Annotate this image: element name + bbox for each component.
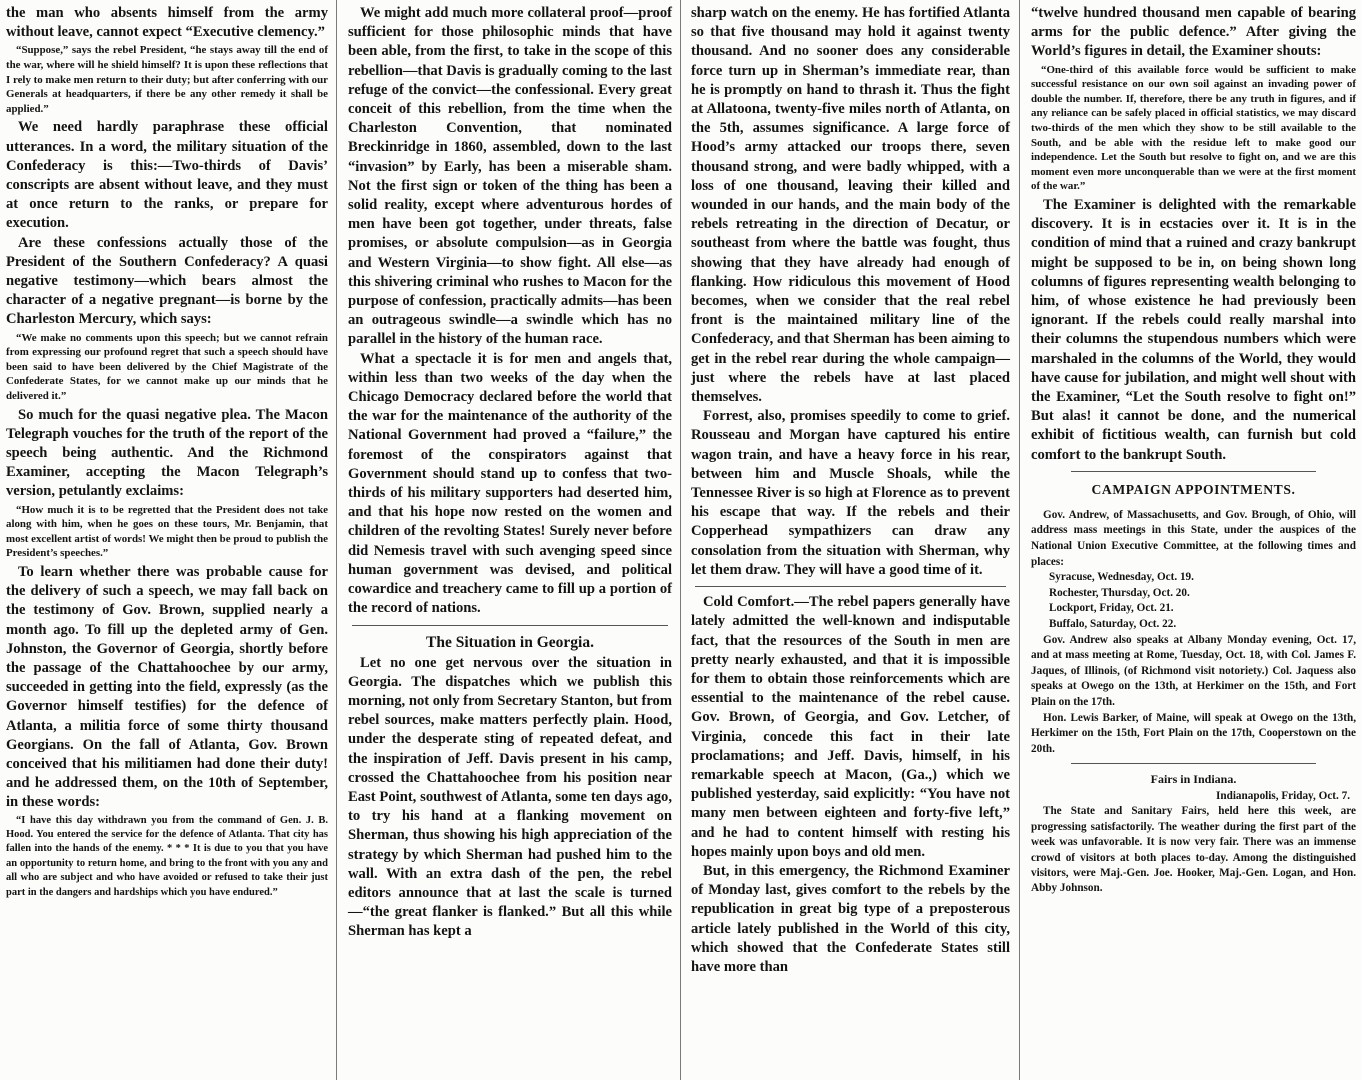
date-item: Buffalo, Saturday, Oct. 22. (1049, 617, 1177, 630)
date-item: Rochester, Thursday, Oct. 20. (1049, 586, 1190, 599)
column-1 (0, 0, 333, 1080)
section-divider (1071, 763, 1316, 764)
paragraph: We need hardly paraphrase these official utterances. In a word, the military situation of the Confederacy is this:—Two-thirds of Davis’ conscripts are absent without leave, and they must at once return to the ranks, or prepare for execution. (6, 119, 328, 232)
paragraph: Cold Comfort.—The rebel papers generally have lately admitted the well-known and indisputable fact, that the resources of the South in men are pretty nearly exhausted, and that it is impossible for them to obtain those reinforcements which are essential to the maintenance of the rebel cause. Gov. Brown, of Georgia, and Gov. Letcher, of Virginia, concede this fact in their late proclamations; and Jeff. Davis, himself, in his remarkable speech at Macon, (Ga.,) which we published yesterday, said explicitly: “You have not many men between eighteen and forty-five left,” and he had to content himself with resting his hopes mainly upon boys and old men. (691, 594, 1010, 860)
column-4 (1023, 0, 1362, 1080)
notice-paragraph: Gov. Andrew also speaks at Albany Monday evening, Oct. 17, and at mass meeting at Rome, Tuesday, Oct. 18, with Col. James F. Jaques, of Illinois, (of Richmond visit notoriety.) Col. Jaquess also speaks at Owego on the 13th, at Herkimer on the 15th, and Fort Plain on the 17th. (1031, 633, 1356, 708)
column-rule (680, 0, 681, 1080)
paragraph: The Examiner is delighted with the remarkable discovery. It is in ecstacies over it. It is in the condition of mind that a ruined and crazy bankrupt might be supposed to be in, on being shown long columns of figures representing wealth belonging to him, of whose existence he had previously been ignorant. If the rebels could really marshal into their columns the stupendous numbers which were marshaled in the columns of the World, they would have cause for jubilation, and might well shout with the Examiner, “Let the South resolve to fight on!” But alas! it cannot be done, and the numerical exhibit of fictitious wealth, can furnish but cold comfort to the bankrupt South. (1031, 196, 1356, 463)
article-heading: The Situation in Georgia. (426, 633, 594, 651)
column-rule (336, 0, 337, 1080)
notice-paragraph: Gov. Andrew, of Massachusetts, and Gov. Brough, of Ohio, will address mass meetings in this State, under the auspices of the National Union Executive Committee, at the following times and places: (1031, 508, 1356, 568)
paragraph: To learn whether there was probable cause for the delivery of such a speech, we may fall back on the testimony of Gov. Brown, supplied nearly a month ago. To fill up the depleted army of Gen. Johnston, the Governor of Georgia, shortly before the passage of the Chattahoochee by our army, succeeded in getting into the field, expressly (as the Governor himself testifies) for the defence of Atlanta, a militia force of some thirty thousand Georgians. On the fall of Atlanta, Gov. Brown conceived that his militiamen had done their duty! and he addressed them, on the 10th of September, in these words: (6, 563, 328, 811)
section-divider (1071, 471, 1316, 472)
paragraph: Let no one get nervous over the situation in Georgia. The dispatches which we publish this morning, not only from Secretary Stanton, but from rebel sources, make matters perfectly plain. Hood, under the desperate sting of repeated defeat, and the inspiration of Jeff. Davis present in his camp, crossed the Chattahoochee from his position near East Point, southwest of Atlanta, some ten days ago, to try his hand at a flanking movement on Sherman, thus showing his high appreciation of the strategy by which Sherman had pushed him to the wall. With an extra dash of the pen, the rebel editors announce that at last the scale is turned—“the great flanker is flanked.” But all this while Sherman has kept a (348, 654, 672, 940)
paragraph: The State and Sanitary Fairs, held here this week, are progressing satisfactorily. The weather during the first part of the week was unfavorable. It is now very fair. There was an immense crowd of visitors at both places to-day. Among the distinguished visitors, were Maj.-Gen. Joe. Hooker, Maj.-Gen. Logan, and Hon. Abby Johnson. (1031, 805, 1356, 895)
section-divider (695, 586, 1006, 587)
quotation: “One-third of this available force would be sufficient to make successful resistance on our own soil against an invading power of double the number. If, therefore, there be any truth in figures, and if any reliance can be safely placed in official statistics, we may discard two-thirds of the men which they show to be still available to the South, and be able with the residue left to make good our independence. Let the South but resolve to fight on, and we are this moment even more unconquerable than we were at the first moment of the war.” (1031, 63, 1356, 193)
date-item: Lockport, Friday, Oct. 21. (1049, 602, 1174, 615)
column-rule (1019, 0, 1020, 1080)
paragraph: Are these confessions actually those of the President of the Southern Confederacy? A quasi negative testimony—which bears almost the character of a negative pregnant—is borne by the Charleston Mercury, which says: (6, 234, 328, 328)
paragraph: “twelve hundred thousand men capable of bearing arms for the public defence.” After giving the World’s figures in detail, the Examiner shouts: (1031, 5, 1356, 60)
notice-paragraph: Hon. Lewis Barker, of Maine, will speak at Owego on the 13th, Herkimer on the 15th, Fort Plain on the 17th, Cooperstown on the 20th. (1031, 711, 1356, 755)
paragraph: But, in this emergency, the Richmond Examiner of Monday last, gives comfort to the rebels by the republication in great big type of a preposterous article lately published in the World of this city, which showed that the Confederate States still have more than (691, 862, 1010, 975)
campaign-heading: CAMPAIGN APPOINTMENTS. (1091, 481, 1296, 497)
date-item: Syracuse, Wednesday, Oct. 19. (1049, 571, 1194, 584)
paragraph: So much for the quasi negative plea. The Macon Telegraph vouches for the truth of the report of the speech being authentic. And the Richmond Examiner, accepting the Macon Telegraph’s version, petulantly exclaims: (6, 406, 328, 500)
paragraph: Forrest, also, promises speedily to come to grief. Rousseau and Morgan have captured his entire wagon train, and have a heavy force in his rear, between him and Muscle Shoals, while the Tennessee River is so high at Florence as to prevent his escape that way. If the rebels and their Copperhead sympathizers can draw any consolation from the situation with Sherman, why let them draw. They will have a good time of it. (691, 408, 1010, 578)
paragraph: sharp watch on the enemy. He has fortified Atlanta so that five thousand may hold it against twenty thousand. And no sooner does any considerable force turn up in Sherman’s immediate rear, than he is promptly on hand to thrash it. Thus the fight at Allatoona, twenty-five miles north of Atlanta, on the 5th, assumes significance. A large force of Hood’s army attacked our troops there, seven thousand strong, and were badly whipped, with a loss of one thousand, leaving their killed and wounded in our hands, and the main body of the rebels retreating in the direction of Decatur, or southeast from where the battle was fought, thus showing that they have already had enough of flanking. How ridiculous this movement of Hood becomes, when we consider that the real rebel front is the maintained military line of the Confederacy, and that Sherman has been aiming to get in the rebel rear during the whole campaign—just where the rebels have at last placed themselves. (691, 5, 1010, 406)
paragraph: We might add much more collateral proof—proof sufficient for those philosophic minds that have been able, from the first, to take in the scope of this rebellion—that Davis is gradually coming to the last refuge of the convict—the confessional. Every great conceit of this rebellion, from the time when the Charleston Convention, that nominated Breckinridge in 1860, assembled, down to the last “invasion” by Early, has been a miserable sham. Not the first sign or token of the thing has been a solid reality, except where adventurous hordes of men have been got together, under threats, false promises, or absolute compulsion—as in Georgia and Western Virginia—to show fight. All else—as this shivering criminal who rushes to Macon for the purpose of confession, practically admits—has been an outrageous swindle—a swindle which has no parallel in the history of the human race. (348, 5, 672, 348)
quotation: “Suppose,” says the rebel President, “he stays away till the end of the war, where will he shield himself? It is upon these reflections that I rely to make men return to their duty; but after conferring with our Generals at headquarters, if there be any other remedy it shall be applied.” (6, 44, 328, 115)
column-2 (340, 0, 677, 1080)
column-3 (683, 0, 1016, 1080)
fair-heading: Fairs in Indiana. (1150, 772, 1237, 787)
paragraph: What a spectacle it is for men and angels that, within less than two weeks of the day when the Chicago Democracy declared before the world that the war for the maintenance of the authority of the National Government had proved a “failure,” the foremost of the conspirators against that Government should stand up to confess that two-thirds of his military supporters had deserted him, and that his hope now rested on the women and children of the revolting States! Surely never before did Nemesis travel with such avenging speed since human government was devised, and political cowardice and treachery came to fill up a portion of the record of nations. (348, 350, 672, 617)
quotation: “We make no comments upon this speech; but we cannot refrain from expressing our profound regret that such a speech should have been said to have been delivered by the Chief Magistrate of the Confederate States, for we cannot make up our minds that he delivered it.” (6, 331, 328, 402)
section-divider (352, 625, 668, 626)
dateline: Indianapolis, Friday, Oct. 7. (1216, 790, 1350, 803)
quotation: “How much it is to be regretted that the President does not take along with him, when he goes on these tours, Mr. Benjamin, that most excellent artist of words! We might then be proud to publish the President’s speeches.” (6, 503, 328, 560)
quotation: “I have this day withdrawn you from the command of Gen. J. B. Hood. You entered the service for the defence of Atlanta. That city has fallen into the hands of the enemy. * * * It is due to you that you have an opportunity to return home, and bring to the front with you any and all who are subject and who have avoided or refused to take their just part in the dangers and hardships which you have endured.” (6, 814, 328, 898)
date-list (1031, 570, 1356, 632)
paragraph: the man who absents himself from the army without leave, cannot expect “Executive clemency.” (6, 5, 328, 41)
